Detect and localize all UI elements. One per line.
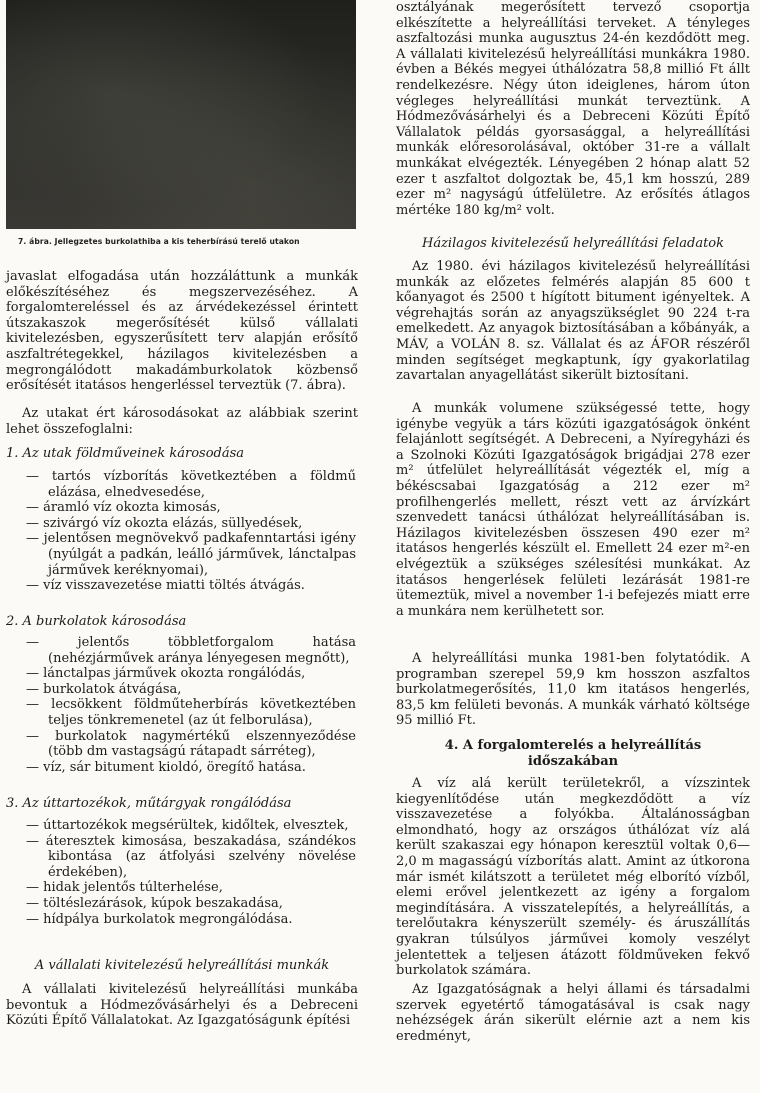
list-accessories-damage (26, 818, 356, 927)
heading-inhouse-tasks: Házilagos kivitelezésű helyreállítási feladatok (421, 236, 725, 251)
list-earthworks-damage (26, 469, 356, 594)
heading-section-4 (396, 738, 750, 769)
left-final-paragraph: A vállalati kivitelezésű helyreállítási munkába bevontuk a Hódmezővásárhelyi és a Debreceni Közúti Építő Vállalatokat. Az Igazgatóságunk építési (6, 982, 358, 1029)
right-inhouse-paragraph: Az 1980. évi házilagos kivitelezésű helyreállítási munkák az előzetes felmérés alapján 85 600 t kőanyagot és 2500 t hígított bitument igényeltek. A végrehajtás során az anyagszükséglet 90 224 t-ra emelkedett. Az anyagok biztosításában a kőbányák, a MÁV, a VOLÁN 8. sz. Vállalat és az ÁFOR részéről minden segítséget megkaptunk, így gyakorlatilag zavartalan anyagellátást sikerült biztosítani. (396, 259, 750, 384)
heading-earthworks-damage: 1. Az utak földműveinek károsodása (6, 446, 245, 461)
road-damage-photo (6, 0, 356, 229)
list-item: — víz, sár bitument kioldó, öregítő hatása. (26, 759, 306, 775)
list-item: — áteresztek kimosása, beszakadása, szándékos kibontása (az átfolyási szelvény növelése érdekében), (26, 833, 356, 880)
list-item: — úttartozékok megsérültek, kidőltek, elvesztek, (26, 818, 349, 833)
list-item: — burkolatok nagymértékű elszennyeződése (több dm vastagságú rátapadt sárréteg), (26, 728, 356, 760)
list-item: — töltéslezárások, kúpok beszakadása, (26, 895, 283, 911)
list-item: — áramló víz okozta kimosás, (26, 500, 221, 516)
left-summary-paragraph: Az utakat ért károsodásokat az alábbiak szerint lehet összefoglalni: (6, 406, 358, 437)
list-item: — víz visszavezetése miatti töltés átvágás. (26, 578, 305, 594)
right-water-paragraph: A víz alá került területekről, a vízszintek kiegyenlítődése után megkezdődött a víz visszavezetése a folyókba. Általánosságban elmondható, hogy az országos úthálózat víz alá került szakaszai egy hónapon keresztül voltak 0,6—2,0 m magasságú vízborítás alatt. Amint az útkorona már ismét kilátszott a területet még elborító vízből, elemi erővel jelentkezett az igény a forgalom megindítására. A visszatelepítés, a helyreállítás, a terelőutakra kényszerült személy- és áruszállítás gyakran túlsúlyos járművei komoly veszélyt jelentettek a teljesen átázott földműveken fekvő burkolatok számára. (396, 776, 750, 979)
list-item: — jelentősen megnövekvő padkafenntartási igény (nyúlgát a padkán, leálló járművek, lánctalpas járművek keréknyomai), (26, 531, 356, 578)
list-item: — jelentős többletforgalom hatása (nehézjárművek aránya lényegesen megnőtt), (26, 635, 356, 666)
list-item: — hídpálya burkolatok megrongálódása. (26, 911, 293, 927)
right-intro-paragraph: osztályának megerősített tervező csoportja elkészítette a helyreállítási terveket. A tényleges aszfaltozási munka augusztus 24-én kezdődött meg. A vállalati kivitelezésű helyreállítási munkákra 1980. évben a Békés megyei úthálózatra 58,8 millió Ft állt rendelkezésre. Négy úton ideiglenes, három úton végleges helyreállítási munkát terveztünk. A Hódmezővásárhelyi és a Debreceni Közúti Építő Vállalatok példás gyorsasággal, a helyreállítási munkák előresorolásával, október 31-re a vállalt munkákat elvégezték. Lényegében 2 hónap alatt 52 ezer t aszfaltot dolgoztak be, 45,1 km hosszú, 289 ezer m² nagyságú útfelületre. Az erősítés átlagos mértéke 180 kg/m² volt. (396, 0, 750, 218)
list-pavement-damage (26, 635, 356, 775)
figure-caption: 7. ábra. Jellegzetes burkolathiba a kis teherbírású terelő utakon (18, 237, 300, 246)
heading-section-4-line1: 4. A forgalomterelés a helyreállítás (444, 738, 702, 753)
list-item: — szivárgó víz okozta elázás, süllyedések, (26, 515, 303, 531)
heading-section-4-line2: időszakában (527, 753, 619, 769)
right-1981-paragraph: A helyreállítási munka 1981-ben folytatódik. A programban szerepel 59,9 km hosszon aszfaltos burkolatmegerősítés, 11,0 km itatásos hengerlés, 83,5 km felületi bevonás. A munkák várható költsége 95 millió Ft. (396, 651, 750, 729)
heading-pavement-damage: 2. A burkolatok károsodása (6, 614, 187, 629)
list-item: — hidak jelentős túlterhelése, (26, 880, 223, 896)
left-intro-paragraph: javaslat elfogadása után hozzáláttunk a munkák előkészítéséhez és megszervezéséhez. A forgalomtereléssel és az árvédekezéssel érintett útszakaszok megerősítését külső vállalati kivitelezésben, egyszerűsített terv alapján erősítő aszfaltrétegekkel, házilagos kivitelezésben a megrongálódott makadámburkolatok közbenső erősítését itatásos hengerléssel terveztük (7. ábra). (6, 269, 358, 394)
heading-company-works: A vállalati kivitelezésű helyreállítási munkák (34, 958, 330, 973)
heading-accessories-damage: 3. Az úttartozékok, műtárgyak rongálódása (6, 796, 292, 811)
right-final-paragraph: Az Igazgatóságnak a helyi állami és társadalmi szervek egyetértő támogatásával is csak nagy nehézségek árán sikerült elérnie azt a nem kis eredményt, (396, 982, 750, 1044)
right-volume-paragraph: A munkák volumene szükségessé tette, hogy igénybe vegyük a társ közúti igazgatóságok önként felajánlott segítségét. A Debreceni, a Nyíregyházi és a Szolnoki Közúti Igazgatóságok brigádjai 278 ezer m² útfelület helyreállítását végezték el, míg a békéscsabai Igazgatóság a 212 ezer m² profilhengerlés mellett, részt vett az árvízkárt szenvedett tanácsi úthálózat helyreállításában is. Házilagos kivitelezésben összesen 490 ezer m² itatásos hengerlés készült el. Emellett 24 ezer m²-en elvégeztük a szükséges szélesítési munkákat. Az itatásos hengerlések felületi lezárását 1981-re ütemeztük, mivel a november 1-i befejezés miatt erre a munkára nem kerülhetett sor. (396, 401, 750, 619)
list-item: — lecsökkent földműteherbírás következtében teljes tönkremenetel (az út felborulása), (26, 697, 356, 728)
list-item: — burkolatok átvágása, (26, 681, 182, 697)
list-item: — lánctalpas járművek okozta rongálódás, (26, 666, 306, 682)
list-item: — tartós vízborítás következtében a földmű elázása, elnedvesedése, (26, 469, 356, 500)
